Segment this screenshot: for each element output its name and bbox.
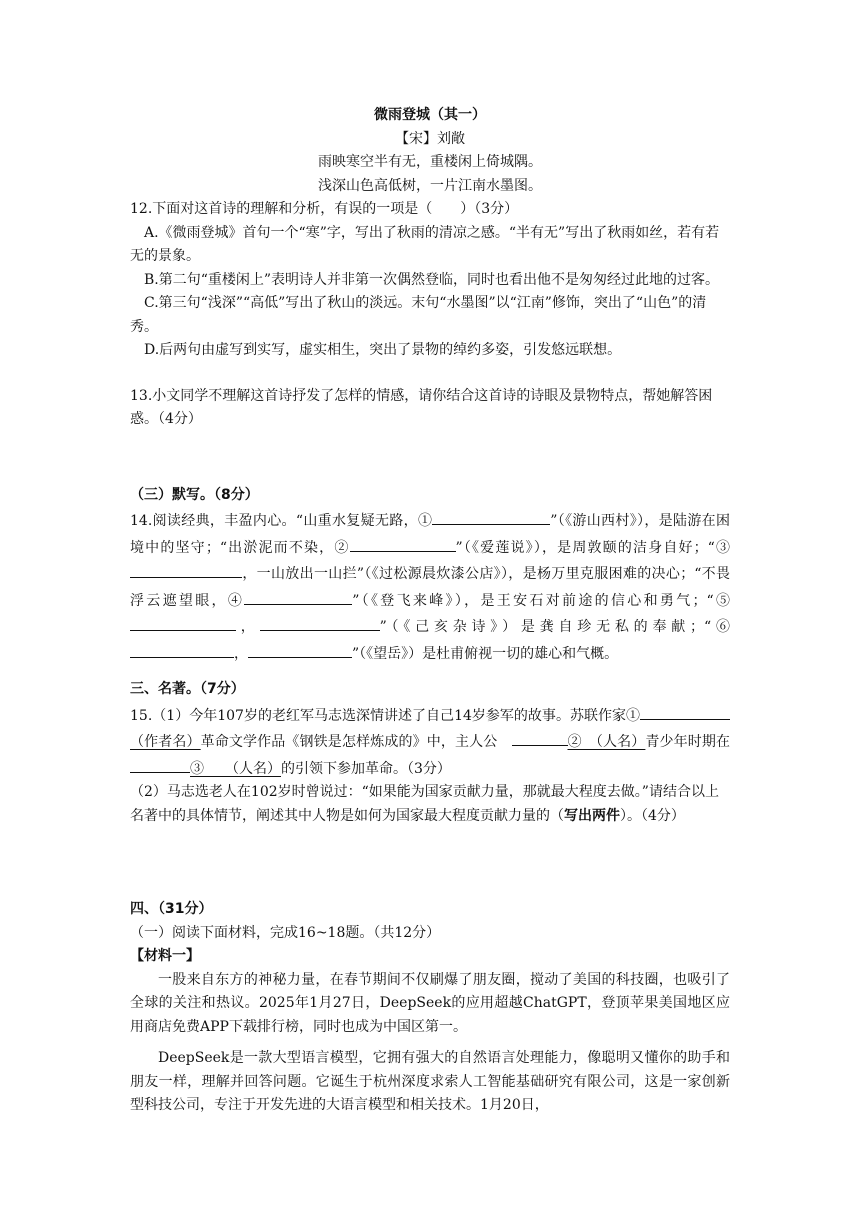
answer-blank-mentor[interactable] [130,755,190,773]
material-1-label: 【材料一】 [130,948,200,964]
poem-author: 【宋】刘敞 [395,130,465,147]
answer-blank-5b[interactable] [260,613,380,631]
q12-option-a: A.《微雨登城》首句一个“寒”字，写出了秋雨的清凉之感。“半有无”写出了秋雨如丝，若有若无的景象。 [130,224,720,264]
q13-text: 13.小文同学不理解这首诗抒发了怎样的情感，请你结合这首诗的诗眼及景物特点，帮她解答困惑。（4分） [130,387,713,427]
section4-subheading: （一）阅读下面材料，完成16~18题。（共12分） [130,924,441,941]
section-mingzhu-heading: 三、名著。（7分） [130,681,245,697]
answer-blank-1[interactable] [432,507,550,525]
q12-option-c: C.第三句“浅深”“高低”写出了秋山的淡远。末句“水墨图”以“江南”修饰，突出了“山色”的清秀。 [130,295,707,335]
answer-blank-6b[interactable] [248,640,352,658]
answer-blank-4[interactable] [244,587,352,605]
answer-blank-6a[interactable] [130,640,234,658]
answer-blank-3[interactable] [130,560,242,578]
q15-part1: 15.（1）今年107岁的老红军马志选深情讲述了自己14岁参军的故事。苏联作家①（作者名）革命文学作品《钢铁是怎样炼成的》中，主人公 ② （人名）青少年时期在 ③ （人名）的引领下参加革命。（3分） [130,702,730,782]
section4-heading: 四、（31分） [130,901,213,917]
poem-line-1: 雨映寒空半有无，重楼闲上倚城隅。 [318,154,542,170]
poem-line-2: 浅深山色高低树，一片江南水墨图。 [318,177,542,194]
section3-heading: （三）默写。（8分） [130,486,259,503]
q14-text: 14.阅读经典，丰盈内心。“山重水复疑无路，① ”（《游山西村》），是陆游在困境中的坚守；“出淤泥而不染，② ”（《爱莲说》），是周敦颐的洁身自好；“③，一山放出一山拦”（《过松源晨炊漆公店》），是杨万里克服困难的决心；“不畏浮云遮望眼，④ ”（《登飞来峰》），是王安石对前途的信心和勇气；“⑤， ”（《己亥杂诗》）是龚自珍无私的奉献；“⑥， ”（《望岳》）是杜甫俯视一切的雄心和气概。 [130,507,730,666]
answer-blank-author[interactable] [640,702,730,720]
q12-option-d: D.后两句由虚写到实写，虚实相生，突出了景物的绰约多姿，引发悠远联想。 [144,342,622,358]
answer-blank-5a[interactable] [130,613,236,631]
q15-part2: （2）马志选老人在102岁时曾说过：“如果能为国家贡献力量，那就最大程度去做。”请结合以上名著中的具体情节，阐述其中人物是如何为国家最大程度贡献力量的（写出两件）。（4分） [130,784,719,824]
answer-blank-protagonist[interactable] [512,728,568,746]
document-content [130,104,730,1118]
material-1-paragraph-1: 一股来自东方的神秘力量，在春节期间不仅刷爆了朋友圈，搅动了美国的科技圈，也吸引了全球的关注和热议。2025年1月27日，DeepSeek的应用超越ChatGPT，登顶苹果美国地区应用商店免费APP下载排行榜，同时也成为中国区第一。 [130,971,730,1035]
poem-title: 微雨登城（其一） [374,107,486,123]
q12-option-b: B.第二句“重楼闲上”表明诗人并非第一次偶然登临，同时也看出他不是匆匆经过此地的过客。 [144,271,720,288]
material-1-paragraph-2: DeepSeek是一款大型语言模型，它拥有强大的自然语言处理能力，像聪明又懂你的助手和朋友一样，理解并回答问题。它诞生于杭州深度求索人工智能基础研究有限公司，这是一家创新型科技公司，专注于开发先进的大语言模型和相关技术。1月20日， [130,1050,730,1113]
q12-stem: 12.下面对这首诗的理解和分析，有误的一项是（ ）（3分） [130,201,519,217]
answer-blank-2[interactable] [350,534,456,552]
